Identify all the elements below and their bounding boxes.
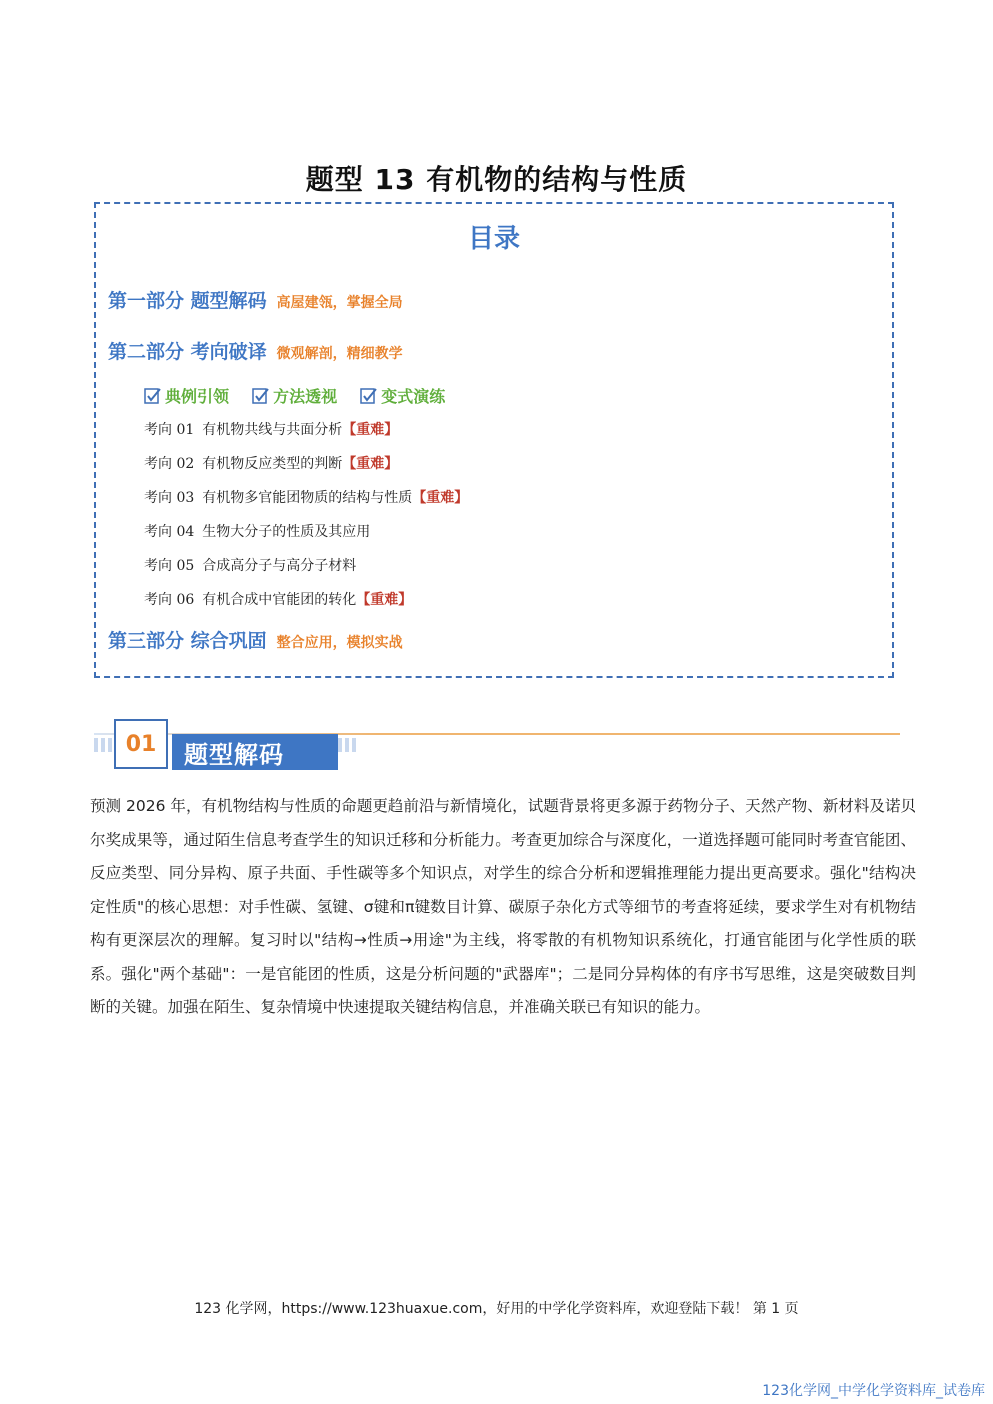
direction-text: 生物大分子的性质及其应用 (202, 524, 371, 540)
toc-direction-item[interactable] (144, 453, 398, 473)
toc-part-tag: 高屋建瓴，掌握全局 (276, 295, 403, 311)
direction-code: 考向 01 (144, 422, 195, 438)
direction-code: 考向 06 (144, 592, 195, 608)
page-footer: 123 化学网，https://www.123huaxue.com，好用的中学化学资料库，欢迎登陆下载！ 第 1 页 (194, 1301, 799, 1317)
difficulty-tag: 【重难】 (342, 456, 399, 472)
toc-tab-methods[interactable] (252, 384, 337, 407)
toc-direction-item[interactable] (144, 555, 356, 575)
checkbox-checked-icon (360, 387, 378, 405)
toc-part-2[interactable] (108, 337, 403, 364)
toc-part-label: 第二部分 考向破译 (108, 341, 267, 363)
checkbox-checked-icon (144, 387, 162, 405)
checkbox-checked-icon (252, 387, 270, 405)
table-of-contents (94, 202, 894, 678)
toc-tab-row (144, 384, 463, 409)
toc-heading: 目录 (467, 224, 520, 254)
section-stripes-right (338, 738, 356, 752)
toc-direction-item[interactable] (144, 419, 398, 439)
section-stripes-left (94, 738, 114, 752)
direction-text: 有机合成中官能团的转化 (202, 592, 357, 608)
difficulty-tag: 【重难】 (412, 490, 469, 506)
direction-code: 考向 05 (144, 558, 195, 574)
direction-text: 有机物共线与共面分析 (202, 422, 343, 438)
toc-part-tag: 整合应用，模拟实战 (276, 635, 403, 651)
toc-tab-label: 典例引领 (165, 387, 230, 406)
toc-part-tag: 微观解剖，精细教学 (276, 346, 403, 362)
toc-tab-label: 变式演练 (381, 387, 446, 406)
difficulty-tag: 【重难】 (356, 592, 413, 608)
watermark-text: 123化学网_中学化学资料库_试卷库 (762, 1383, 985, 1399)
difficulty-tag: 【重难】 (342, 422, 399, 438)
toc-tab-examples[interactable] (144, 384, 229, 407)
toc-part-3[interactable] (108, 626, 403, 653)
direction-text: 有机物多官能团物质的结构与性质 (202, 490, 413, 506)
direction-text: 有机物反应类型的判断 (202, 456, 343, 472)
toc-part-label: 第三部分 综合巩固 (108, 630, 267, 652)
toc-part-1[interactable] (108, 286, 403, 313)
document-title: 题型 13 有机物的结构与性质 (305, 163, 688, 196)
direction-code: 考向 02 (144, 456, 195, 472)
toc-direction-item[interactable] (144, 589, 412, 609)
direction-code: 考向 03 (144, 490, 195, 506)
section-number: 01 (114, 719, 168, 769)
section-body-paragraph: 预测 2026 年，有机物结构与性质的命题更趋前沿与新情境化，试题背景将更多源于药物分子、天然产物、新材料及诺贝尔奖成果等，通过陌生信息考查学生的知识迁移和分析能力。考查更加综合与深度化，一道选择题可能同时考查官能团、反应类型、同分异构、原子共面、手性碳等多个知识点，对学生的综合分析和逻辑推理能力提出更高要求。强化"结构决定性质"的核心思想：对手性碳、氢键、σ键和π键数目计算、碳原子杂化方式等细节的考查将延续，要求学生对有机物结构有更深层次的理解。复习时以"结构→性质→用途"为主线，将零散的有机物知识系统化，打通官能团与化学性质的联系。强化"两个基础"：一是官能团的性质，这是分析问题的"武器库"；二是同分异构体的有序书写思维，这是突破数目判断的关键。加强在陌生、复杂情境中快速提取关键结构信息，并准确关联已有知识的能力。 (90, 797, 916, 1016)
toc-direction-item[interactable] (144, 487, 468, 507)
direction-code: 考向 04 (144, 524, 195, 540)
toc-direction-item[interactable] (144, 521, 370, 541)
section-title: 题型解码 (172, 734, 338, 770)
direction-text: 合成高分子与高分子材料 (202, 558, 357, 574)
toc-part-label: 第一部分 题型解码 (108, 290, 267, 312)
toc-tab-label: 方法透视 (273, 387, 338, 406)
toc-tab-practice[interactable] (360, 384, 445, 407)
